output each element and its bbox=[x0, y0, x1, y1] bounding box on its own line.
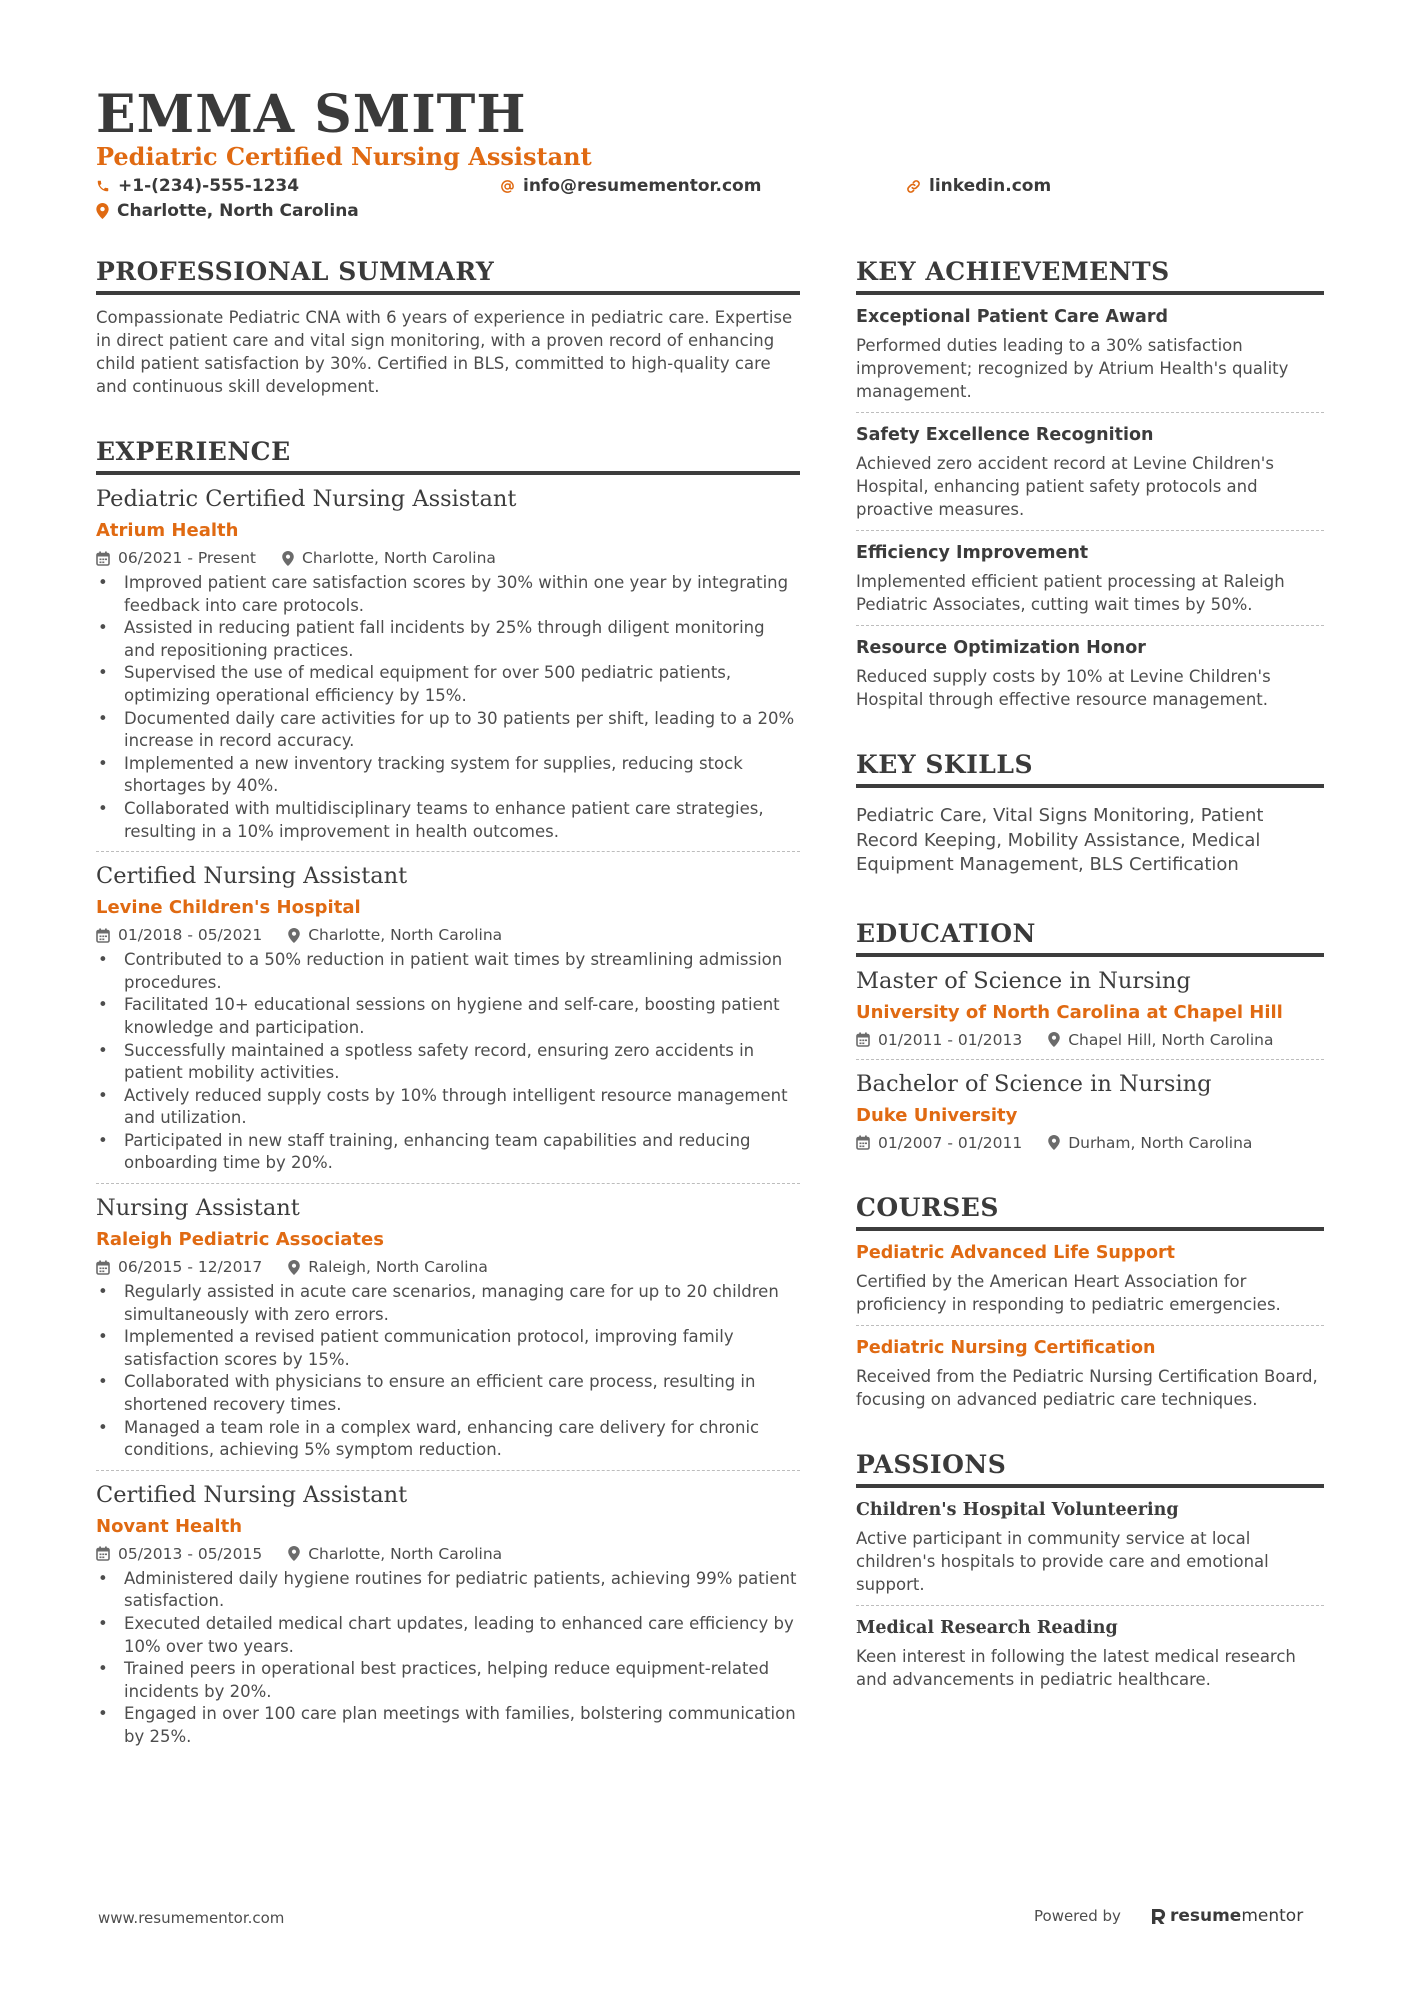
course-item bbox=[856, 1336, 1324, 1411]
job-company: Novant Health bbox=[96, 1515, 243, 1537]
achievement-title: Efficiency Improvement bbox=[856, 543, 1089, 563]
education-meta bbox=[856, 1029, 1324, 1051]
job-location: Raleigh, North Carolina bbox=[308, 1258, 488, 1277]
achievement-item bbox=[856, 305, 1324, 403]
left-column bbox=[96, 256, 800, 1749]
education-meta bbox=[856, 1132, 1324, 1154]
location-pin-icon bbox=[288, 1260, 300, 1275]
bullet-item: • Assisted in reducing patient fall incidents by 25% through diligent monitoring and repositioning practices. bbox=[96, 617, 800, 662]
passion-text: Active participant in community service at local children's hospitals to provide care and emotional support. bbox=[856, 1528, 1269, 1594]
bullet-item: • Facilitated 10+ educational sessions on hygiene and self-care, boosting patient knowledge and participation. bbox=[96, 994, 800, 1039]
divider bbox=[96, 1183, 800, 1184]
linkedin-text: linkedin.com bbox=[929, 176, 1052, 196]
divider bbox=[856, 412, 1324, 413]
contact-linkedin[interactable] bbox=[906, 175, 1051, 197]
powered-by-label: Powered by bbox=[1034, 1907, 1121, 1925]
brand-bold: resume bbox=[1169, 1906, 1242, 1926]
education-dates: 01/2007 - 01/2011 bbox=[878, 1133, 1023, 1152]
course-text: Certified by the American Heart Association for proficiency in responding to pediatric emergencies. bbox=[856, 1271, 1281, 1314]
job-location: Charlotte, North Carolina bbox=[308, 926, 503, 945]
achievement-item bbox=[856, 636, 1324, 711]
achievements-heading: KEY ACHIEVEMENTS bbox=[856, 256, 1324, 295]
divider bbox=[96, 1470, 800, 1471]
divider bbox=[856, 530, 1324, 531]
achievement-text: Implemented efficient patient processing at Raleigh Pediatric Associates, cutting wait times by 50%. bbox=[856, 572, 1285, 614]
job-dates: 05/2013 - 05/2015 bbox=[118, 1544, 263, 1563]
degree-title: Bachelor of Science in Nursing bbox=[856, 1070, 1212, 1097]
education-item bbox=[856, 966, 1324, 1051]
job-title: Certified Nursing Assistant bbox=[96, 1481, 408, 1508]
divider bbox=[856, 625, 1324, 626]
resumementor-logo-icon bbox=[1151, 1908, 1166, 1925]
bullet-item: • Executed detailed medical chart updates, leading to enhanced care efficiency by 10% over two years. bbox=[96, 1613, 800, 1658]
job-title: Pediatric Certified Nursing Assistant bbox=[96, 486, 517, 512]
summary-heading: PROFESSIONAL SUMMARY bbox=[96, 256, 800, 295]
job-location: Charlotte, North Carolina bbox=[308, 1544, 503, 1563]
job-meta bbox=[96, 924, 800, 946]
location-pin-icon bbox=[288, 928, 300, 943]
achievement-item bbox=[856, 541, 1324, 616]
degree-title: Master of Science in Nursing bbox=[856, 967, 1191, 994]
achievement-text: Achieved zero accident record at Levine Children's Hospital, enhancing patient safety protocols and proactive measures. bbox=[856, 454, 1274, 519]
passion-title: Medical Research Reading bbox=[856, 1617, 1118, 1638]
job-dates: 01/2018 - 05/2021 bbox=[118, 926, 263, 945]
courses-heading: COURSES bbox=[856, 1192, 1324, 1231]
course-title: Pediatric Advanced Life Support bbox=[856, 1242, 1175, 1263]
job-meta bbox=[96, 1256, 800, 1278]
bullet-item: • Participated in new staff training, enhancing team capabilities and reducing onboarding time by 20%. bbox=[96, 1130, 800, 1175]
achievement-text: Performed duties leading to a 30% satisfaction improvement; recognized by Atrium Health's quality management. bbox=[856, 336, 1289, 401]
phone-icon bbox=[96, 179, 110, 193]
job-bullets bbox=[96, 949, 800, 1175]
job-company: Raleigh Pediatric Associates bbox=[96, 1229, 384, 1251]
summary-text: Compassionate Pediatric CNA with 6 years of experience in pediatric care. Expertise in direct patient care and vital sign monitoring, with a proven record of enhancing child patient satisfaction by 30%. Certified in BLS, committed to high-quality care and continuous skill development. bbox=[96, 308, 793, 396]
link-icon bbox=[906, 179, 921, 194]
email-text: info@resumementor.com bbox=[523, 176, 762, 196]
job-location: Charlotte, North Carolina bbox=[302, 549, 496, 567]
school-name: Duke University bbox=[856, 1104, 1018, 1126]
passion-item bbox=[856, 1498, 1324, 1596]
skills-heading: KEY SKILLS bbox=[856, 749, 1324, 788]
footer-website[interactable]: www.resumementor.com bbox=[98, 1909, 285, 1927]
achievement-title: Resource Optimization Honor bbox=[856, 638, 1146, 658]
achievement-title: Safety Excellence Recognition bbox=[856, 425, 1154, 445]
job-meta bbox=[96, 547, 800, 569]
passion-text: Keen interest in following the latest medical research and advancements in pediatric healthcare. bbox=[856, 1646, 1296, 1689]
location-pin-icon bbox=[1048, 1032, 1060, 1047]
right-column bbox=[856, 256, 1324, 1691]
school-name: University of North Carolina at Chapel Hill bbox=[856, 1001, 1283, 1023]
job-title: Certified Nursing Assistant bbox=[96, 863, 408, 890]
bullet-item: • Regularly assisted in acute care scenarios, managing care for up to 20 children simultaneously with zero errors. bbox=[96, 1281, 800, 1326]
divider bbox=[856, 1325, 1324, 1326]
contact-location bbox=[96, 200, 359, 222]
job-company: Atrium Health bbox=[96, 520, 239, 541]
job-bullets bbox=[96, 1281, 800, 1462]
job-entry bbox=[96, 1480, 800, 1749]
bullet-item: • Supervised the use of medical equipment for over 500 pediatric patients, optimizing operational efficiency by 15%. bbox=[96, 662, 800, 707]
education-heading: EDUCATION bbox=[856, 918, 1324, 957]
education-item bbox=[856, 1069, 1324, 1154]
bullet-item: • Documented daily care activities for up to 30 patients per shift, leading to a 20% increase in record accuracy. bbox=[96, 708, 800, 753]
achievement-title: Exceptional Patient Care Award bbox=[856, 307, 1168, 327]
divider bbox=[96, 851, 800, 852]
brand-logo[interactable] bbox=[1151, 1906, 1303, 1926]
passions-heading: PASSIONS bbox=[856, 1449, 1324, 1488]
skills-text: Pediatric Care, Vital Signs Monitoring, Patient Record Keeping, Mobility Assistance, Medical Equipment Management, BLS Certification bbox=[856, 805, 1264, 875]
passion-title: Children's Hospital Volunteering bbox=[856, 1499, 1179, 1520]
course-text: Received from the Pediatric Nursing Certification Board, focusing on advanced pediatric care techniques. bbox=[856, 1366, 1318, 1409]
education-location: Chapel Hill, North Carolina bbox=[1068, 1030, 1274, 1049]
bullet-item: • Improved patient care satisfaction scores by 30% within one year by integrating feedback into care protocols. bbox=[96, 572, 800, 617]
calendar-icon bbox=[96, 551, 110, 566]
contact-email[interactable] bbox=[500, 175, 761, 197]
location-text: Charlotte, North Carolina bbox=[117, 201, 359, 221]
bullet-item: • Actively reduced supply costs by 10% through intelligent resource management and utilization. bbox=[96, 1085, 800, 1130]
location-pin-icon bbox=[1048, 1135, 1060, 1150]
calendar-icon bbox=[856, 1135, 870, 1150]
course-item bbox=[856, 1241, 1324, 1316]
experience-heading: EXPERIENCE bbox=[96, 436, 800, 475]
job-bullets bbox=[96, 1568, 800, 1749]
bullet-item: • Engaged in over 100 care plan meetings with families, bolstering communication by 25%. bbox=[96, 1703, 800, 1748]
calendar-icon bbox=[856, 1032, 870, 1047]
education-location: Durham, North Carolina bbox=[1068, 1133, 1253, 1152]
contact-phone[interactable] bbox=[96, 175, 299, 197]
job-entry bbox=[96, 861, 800, 1175]
bullet-item: • Contributed to a 50% reduction in patient wait times by streamlining admission procedures. bbox=[96, 949, 800, 994]
job-dates: 06/2021 - Present bbox=[118, 549, 256, 567]
footer-powered-by bbox=[1034, 1906, 1303, 1926]
bullet-item: • Trained peers in operational best practices, helping reduce equipment-related incidents by 20%. bbox=[96, 1658, 800, 1703]
job-title: Nursing Assistant bbox=[96, 1195, 300, 1222]
bullet-item: • Successfully maintained a spotless safety record, ensuring zero accidents in patient mobility activities. bbox=[96, 1040, 800, 1085]
bullet-item: • Collaborated with physicians to ensure an efficient care process, resulting in shortened recovery times. bbox=[96, 1371, 800, 1416]
job-meta bbox=[96, 1543, 800, 1565]
bullet-item: • Implemented a new inventory tracking system for supplies, reducing stock shortages by 40%. bbox=[96, 753, 800, 798]
bullet-item: • Implemented a revised patient communication protocol, improving family satisfaction scores by 15%. bbox=[96, 1326, 800, 1371]
location-pin-icon bbox=[288, 1546, 300, 1561]
bullet-item: • Collaborated with multidisciplinary teams to enhance patient care strategies, resulting in a 10% improvement in health outcomes. bbox=[96, 798, 800, 843]
job-bullets bbox=[96, 572, 800, 843]
education-dates: 01/2011 - 01/2013 bbox=[878, 1030, 1023, 1049]
brand-light: mentor bbox=[1241, 1906, 1304, 1926]
candidate-title: Pediatric Certified Nursing Assistant bbox=[96, 142, 592, 171]
calendar-icon bbox=[96, 1260, 110, 1275]
at-icon bbox=[500, 179, 515, 194]
achievement-text: Reduced supply costs by 10% at Levine Children's Hospital through effective resource management. bbox=[856, 667, 1271, 709]
achievement-item bbox=[856, 423, 1324, 521]
job-dates: 06/2015 - 12/2017 bbox=[118, 1258, 263, 1277]
calendar-icon bbox=[96, 928, 110, 943]
job-company: Levine Children's Hospital bbox=[96, 897, 361, 919]
phone-text: +1-(234)-555-1234 bbox=[118, 176, 300, 196]
course-title: Pediatric Nursing Certification bbox=[856, 1337, 1156, 1358]
calendar-icon bbox=[96, 1546, 110, 1561]
bullet-item: • Administered daily hygiene routines for pediatric patients, achieving 99% patient satisfaction. bbox=[96, 1568, 800, 1613]
location-pin-icon bbox=[96, 203, 109, 219]
candidate-name: EMMA SMITH bbox=[96, 84, 527, 145]
job-entry bbox=[96, 484, 800, 843]
location-pin-icon bbox=[282, 551, 294, 566]
passion-item bbox=[856, 1616, 1324, 1691]
divider bbox=[856, 1605, 1324, 1606]
job-entry bbox=[96, 1193, 800, 1462]
divider bbox=[856, 1059, 1324, 1060]
bullet-item: • Managed a team role in a complex ward, enhancing care delivery for chronic conditions, achieving 5% symptom reduction. bbox=[96, 1417, 800, 1462]
